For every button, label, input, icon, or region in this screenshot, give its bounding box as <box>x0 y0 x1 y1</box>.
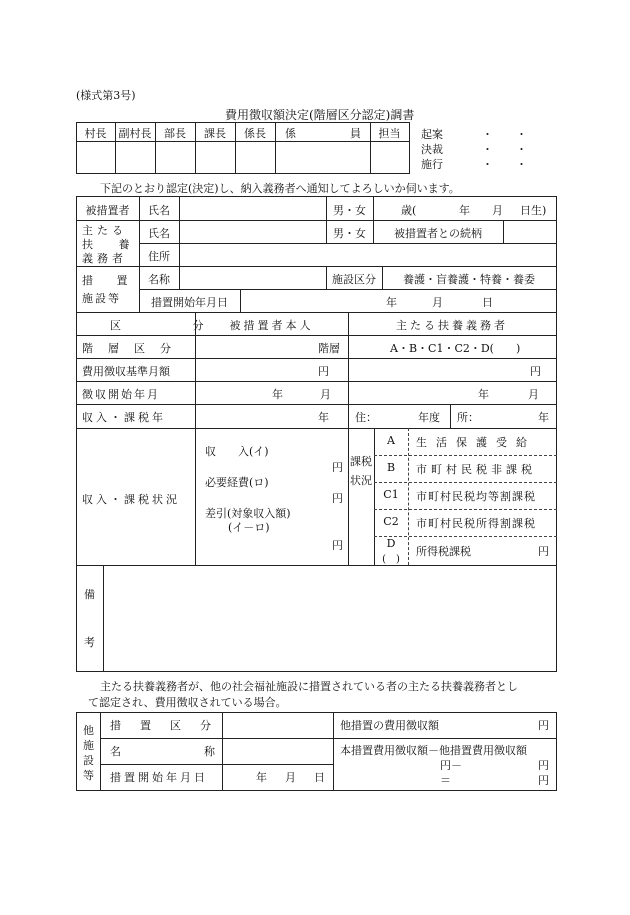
supporter-label-2: 扶 養 <box>82 238 141 251</box>
tax-year-year: 年 <box>318 411 329 424</box>
tax-row-b-label: 市町村民税非課税 <box>416 463 536 476</box>
date-dot: ・ <box>516 143 527 156</box>
beneficiary-label: 被措置者 <box>85 204 130 217</box>
approval-staff-left: 係 <box>285 127 296 140</box>
fiscal-year-label: 年度 <box>418 411 440 424</box>
tax-code-d-sub: ( ) <box>382 554 400 565</box>
formula-equals: ＝ <box>440 774 451 787</box>
start-year-label: 年 <box>386 296 397 309</box>
beneficiary-name-label: 氏名 <box>148 204 170 217</box>
form-number: (様式第3号) <box>76 89 136 102</box>
tax-year-label: 収入・課税年 <box>82 411 166 424</box>
income-yen: 円 <box>332 461 343 474</box>
draft-date-label: 起案 <box>421 128 443 141</box>
formula-result-yen: 円 <box>538 774 549 787</box>
net-income-formula: (イ－ロ) <box>228 521 270 534</box>
intro-text: 下記のとおり認定(決定)し、納入義務者へ通知してよろしいか伺います。 <box>100 182 460 195</box>
income-status-label: 収入・課税状況 <box>82 493 180 506</box>
formula-yen-minus: 円－ <box>440 759 462 772</box>
base-amount-yen-2: 円 <box>530 365 541 378</box>
other-start-date-label: 措置開始年月日 <box>110 771 208 784</box>
supporter-sex-label: 男・女 <box>333 227 366 240</box>
date-dot: ・ <box>516 128 527 141</box>
expenses-yen: 円 <box>332 492 343 505</box>
other-category-label: 措置区分 <box>110 719 230 732</box>
income-label: 収 入(イ) <box>205 445 269 458</box>
page-title: 費用徴収額決定(階層区分認定)調書 <box>225 108 415 122</box>
tier-label: 階層区分 <box>82 342 186 355</box>
tax-code-a: A <box>387 434 395 447</box>
note-line-2: て認定され、費用徴収されている場合。 <box>88 696 287 709</box>
collection-month-1: 月 <box>320 388 331 401</box>
residence-tax-label: 住： <box>355 411 377 424</box>
tax-status-label: 課税状況 <box>350 455 372 487</box>
tier-unit: 階層 <box>318 342 340 355</box>
supporter-name-label: 氏名 <box>148 227 170 240</box>
approval-director: 部長 <box>164 127 186 140</box>
approval-subsection-chief: 係長 <box>244 127 266 140</box>
base-amount-yen-1: 円 <box>318 365 329 378</box>
other-label-3: 設 <box>83 754 94 767</box>
collection-month-2: 月 <box>528 388 539 401</box>
remarks-label-1: 備 <box>84 588 95 601</box>
start-date-label: 措置開始年月日 <box>151 296 228 309</box>
other-label-4: 等 <box>83 769 94 782</box>
person-header: 被措置者本人 <box>229 319 314 332</box>
income-tax-year: 年 <box>538 411 549 424</box>
net-income-yen: 円 <box>332 539 343 552</box>
enforcement-date-label: 施行 <box>421 158 443 171</box>
decision-date-label: 決裁 <box>421 143 443 156</box>
other-label-2: 施 <box>83 739 94 752</box>
approval-vice-mayor: 副村長 <box>118 127 152 140</box>
tier-options: A・B・C1・C2・D( ) <box>390 342 521 355</box>
supporter-label-3: 義務者 <box>82 252 127 265</box>
facility-name-label: 名称 <box>148 273 170 286</box>
base-amount-label: 費用徴収基準月額 <box>82 365 170 378</box>
approval-staff-right: 員 <box>350 127 361 140</box>
birth-year-label: 年 <box>459 204 470 217</box>
facility-label-2: 施設等 <box>82 292 121 305</box>
tax-row-c1-label: 市町村民税均等割課税 <box>416 490 536 503</box>
beneficiary-sex-label: 男・女 <box>333 204 366 217</box>
tax-code-b: B <box>386 461 396 474</box>
tax-code-d: D <box>386 537 396 550</box>
facility-label-1: 措 置 <box>82 274 138 287</box>
note-line-1: 主たる扶養義務者が、他の社会福祉施設に措置されている者の主たる扶養義務者とし <box>100 680 518 693</box>
expenses-label: 必要経費(ロ) <box>205 476 269 489</box>
tax-row-c2-label: 市町村民税所得割課税 <box>416 517 536 530</box>
remarks-label-2: 考 <box>84 636 95 649</box>
supporter-label-1: 主たる <box>82 224 127 237</box>
other-start-day: 日 <box>314 771 325 784</box>
other-label-1: 他 <box>83 724 94 737</box>
approval-section-chief: 課長 <box>204 127 226 140</box>
other-start-month: 月 <box>285 771 296 784</box>
main-supporter-header: 主たる扶養義務者 <box>396 319 508 332</box>
other-name-label-1: 名 <box>110 745 121 758</box>
tax-row-a-label: 生活保護受給 <box>416 436 536 449</box>
net-income-label: 差引(対象収入額) <box>205 507 291 520</box>
relation-label: 被措置者との続柄 <box>394 227 482 240</box>
date-dot: ・ <box>482 128 493 141</box>
other-amount-yen: 円 <box>538 719 549 732</box>
income-tax-label: 所： <box>457 411 479 424</box>
approval-in-charge: 担当 <box>378 127 401 140</box>
other-start-year: 年 <box>256 771 267 784</box>
birth-day-label: 日生) <box>520 204 547 217</box>
start-day-label: 日 <box>482 296 493 309</box>
date-dot: ・ <box>482 158 493 171</box>
tax-code-c1: C1 <box>383 488 399 501</box>
collection-start-label: 徴収開始年月 <box>82 388 160 401</box>
date-dot: ・ <box>516 158 527 171</box>
formula-label: 本措置費用徴収額－他措置費用徴収額 <box>340 744 527 757</box>
collection-year-2: 年 <box>478 388 489 401</box>
tax-row-d-yen: 円 <box>538 545 549 558</box>
address-label: 住所 <box>148 250 170 263</box>
birth-month-label: 月 <box>492 204 503 217</box>
approval-mayor: 村長 <box>84 127 107 140</box>
formula-yen-right: 円 <box>538 759 549 772</box>
tax-code-c2: C2 <box>383 515 399 528</box>
tax-row-d-label: 所得税課税 <box>416 545 471 558</box>
age-label: 歳( <box>401 204 417 217</box>
date-dot: ・ <box>482 143 493 156</box>
other-name-label-2: 称 <box>204 745 215 758</box>
facility-type-label: 施設区分 <box>332 273 376 286</box>
category-header: 区 分 <box>110 319 238 332</box>
collection-year-1: 年 <box>272 388 283 401</box>
facility-type-options: 養護・盲養護・特養・養委 <box>403 273 535 286</box>
other-amount-label: 他措置の費用徴収額 <box>340 719 439 732</box>
start-month-label: 月 <box>432 296 443 309</box>
